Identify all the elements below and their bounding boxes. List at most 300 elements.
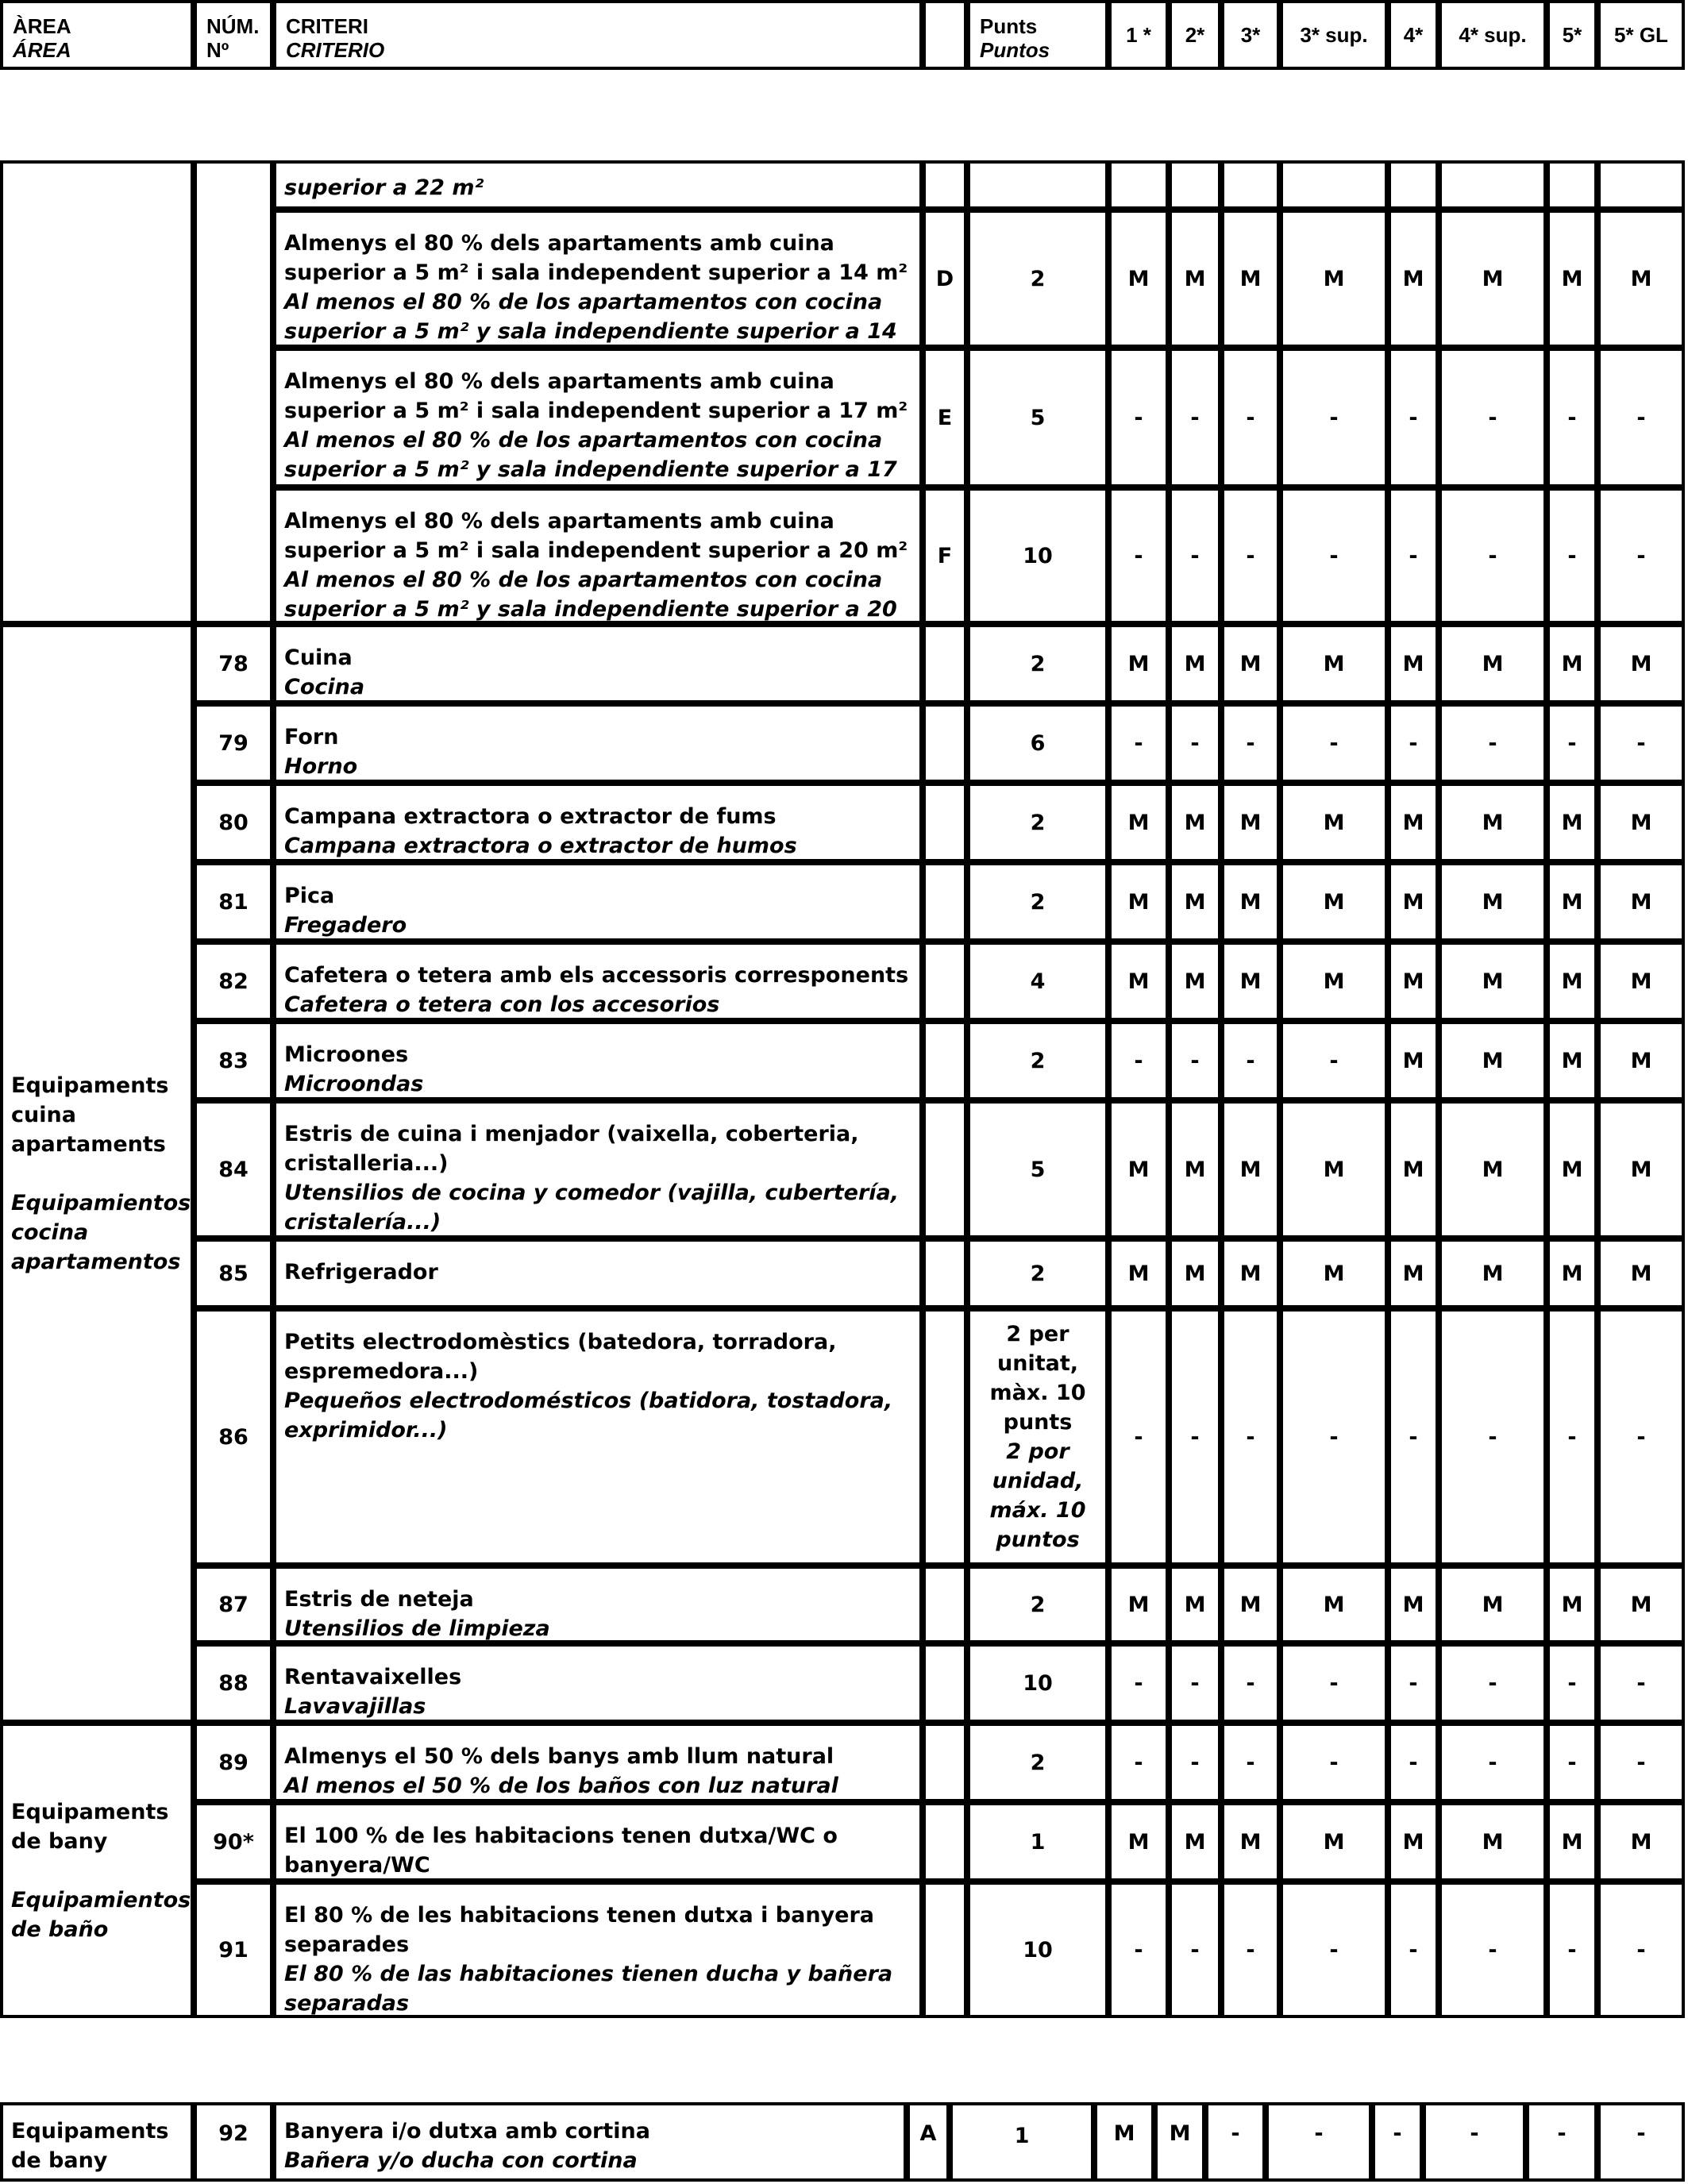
bottom-category-value: [1266, 2102, 1372, 2182]
points-label: 10: [1023, 1937, 1053, 1963]
category-value: [1169, 942, 1221, 1021]
bottom-letter-label: A: [919, 2121, 937, 2146]
category-value: [1221, 1566, 1280, 1643]
category-value-label: M: [1482, 1261, 1504, 1286]
category-value: [1221, 1723, 1280, 1802]
category-value: [1388, 1238, 1439, 1308]
category-value: [1547, 487, 1597, 624]
header-letter: [923, 0, 967, 70]
criteria-cell: [273, 1882, 923, 2018]
points-cell: [967, 703, 1108, 783]
category-value: [1388, 1802, 1439, 1882]
category-value-label: M: [1239, 266, 1262, 291]
category-value: [1280, 1723, 1388, 1802]
points-label: 1: [1030, 1829, 1046, 1855]
row-number: [194, 1566, 273, 1643]
category-value-label: M: [1127, 1829, 1150, 1855]
category-value: [1221, 703, 1280, 783]
points-cell: [967, 348, 1108, 487]
area-cell: [0, 1723, 194, 2018]
category-value-label: -: [1636, 1937, 1646, 1963]
category-value-label: M: [1127, 651, 1150, 676]
category-value-label: M: [1402, 266, 1424, 291]
category-value: [1108, 1802, 1169, 1882]
header-category-label: 2*: [1185, 23, 1205, 47]
category-value: [1388, 1021, 1439, 1100]
bottom-category-value: [1423, 2102, 1526, 2182]
row-number-label: 79: [218, 730, 249, 756]
category-value-label: M: [1561, 651, 1583, 676]
criteria-text-ca: Almenys el 80 % dels apartaments amb cuina superior a 5 m² i sala independent superior a 20 m²: [284, 509, 908, 563]
category-value-label: M: [1323, 810, 1345, 835]
category-value-label: -: [1246, 543, 1255, 568]
category-value: [1169, 783, 1221, 862]
category-value-label: -: [1134, 405, 1143, 430]
category-value: [1280, 1566, 1388, 1643]
category-value-label: -: [1190, 543, 1200, 568]
criteria-letter-label: D: [935, 266, 954, 291]
criteria-text-es: Fregadero: [284, 913, 407, 938]
category-value: [1547, 1100, 1597, 1238]
points-cell: [967, 783, 1108, 862]
category-value: [1597, 487, 1685, 624]
category-value: [1547, 1566, 1597, 1643]
criteria-cell: [273, 160, 923, 210]
bottom-category-value-label: -: [1231, 2121, 1240, 2146]
category-value-label: M: [1561, 1592, 1583, 1617]
criteria-cell: [273, 1308, 923, 1566]
category-value: [1439, 1566, 1547, 1643]
category-value-label: -: [1488, 543, 1497, 568]
criteria-text-es: Horno: [284, 754, 358, 779]
header-category: [1388, 0, 1439, 70]
category-value: [1597, 348, 1685, 487]
category-value: [1439, 1021, 1547, 1100]
category-value-label: M: [1239, 1829, 1262, 1855]
header-num-es: Nº: [206, 38, 229, 62]
bottom-area-cell: [0, 2102, 194, 2182]
criteria-letter: [923, 348, 967, 487]
points-label: 2: [1030, 1261, 1046, 1286]
category-value-label: M: [1482, 810, 1504, 835]
category-value-label: M: [1561, 969, 1583, 994]
points-cell: [967, 1723, 1108, 1802]
category-value: [1169, 1238, 1221, 1308]
category-value: [1280, 1021, 1388, 1100]
criteria-letter: [923, 1723, 967, 1802]
category-value: [1597, 160, 1685, 210]
category-value: [1439, 1100, 1547, 1238]
bottom-points: [950, 2102, 1094, 2182]
criteria-cell: [273, 1802, 923, 1882]
category-value: [1439, 160, 1547, 210]
category-value: [1388, 1643, 1439, 1723]
category-value: [1547, 1021, 1597, 1100]
category-value-label: M: [1630, 1048, 1652, 1073]
row-number-label: 87: [218, 1592, 249, 1617]
category-value: [1221, 348, 1280, 487]
row-number-label: 86: [218, 1424, 249, 1450]
category-value: [1547, 1238, 1597, 1308]
category-value: [1388, 703, 1439, 783]
bottom-row-number: [194, 2102, 273, 2182]
criteria-letter: [923, 862, 967, 942]
criteria-cell: [273, 942, 923, 1021]
category-value: [1597, 624, 1685, 703]
bottom-criteria-cell: [273, 2102, 907, 2182]
category-value: [1221, 1643, 1280, 1723]
category-value-label: -: [1329, 1670, 1339, 1696]
header-category: [1280, 0, 1388, 70]
criteria-text-ca: Forn: [284, 725, 339, 749]
category-value: [1597, 862, 1685, 942]
header-points: [967, 0, 1108, 70]
category-value-label: M: [1561, 1048, 1583, 1073]
criteria-text-es: Utensilios de limpieza: [284, 1616, 550, 1641]
category-value-label: M: [1482, 1829, 1504, 1855]
category-value: [1439, 783, 1547, 862]
criteria-letter: [923, 160, 967, 210]
criteria-text-es: Cafetera o tetera con los accesorios: [284, 992, 720, 1017]
category-value: [1439, 1723, 1547, 1802]
criteria-text-es: Al menos el 50 % de los baños con luz natural: [284, 1774, 838, 1798]
points-cell: [967, 1021, 1108, 1100]
category-value-label: -: [1134, 1048, 1143, 1073]
bottom-category-value: [1597, 2102, 1685, 2182]
category-value-label: -: [1134, 730, 1143, 756]
points-label: 6: [1030, 730, 1046, 756]
category-value-label: M: [1630, 1592, 1652, 1617]
category-value: [1439, 1882, 1547, 2018]
category-value-label: -: [1329, 1048, 1339, 1073]
row-number-label: 81: [218, 889, 249, 915]
points-cell: [967, 160, 1108, 210]
category-value-label: -: [1636, 730, 1646, 756]
category-value: [1439, 1643, 1547, 1723]
category-value: [1388, 1100, 1439, 1238]
header-category-label: 4*: [1403, 23, 1424, 47]
category-value-label: M: [1630, 266, 1652, 291]
category-value-label: M: [1561, 266, 1583, 291]
category-value: [1597, 1882, 1685, 2018]
points-cell: [967, 1100, 1108, 1238]
category-value-label: M: [1482, 266, 1504, 291]
points-label: 4: [1030, 969, 1046, 994]
category-value: [1280, 1882, 1388, 2018]
category-value-label: M: [1561, 810, 1583, 835]
category-value-label: -: [1329, 543, 1339, 568]
category-value-label: M: [1184, 810, 1206, 835]
criteria-letter: [923, 1566, 967, 1643]
category-value-label: M: [1402, 810, 1424, 835]
category-value: [1108, 1882, 1169, 2018]
category-value-label: M: [1482, 651, 1504, 676]
criteria-letter-label: E: [937, 405, 953, 430]
points-cell: [967, 624, 1108, 703]
category-value-label: -: [1134, 1424, 1143, 1450]
criteria-cell: [273, 210, 923, 348]
category-value: [1388, 160, 1439, 210]
category-value: [1597, 942, 1685, 1021]
area-cell: [0, 624, 194, 1723]
category-value-label: -: [1567, 1937, 1577, 1963]
criteria-text-es: Al menos el 80 % de los apartamentos con cocina superior a 5 m² y sala independiente superior a 14: [284, 290, 897, 344]
category-value: [1280, 703, 1388, 783]
row-number-label: 82: [218, 969, 249, 994]
header-table: [0, 0, 1688, 73]
category-value: [1169, 210, 1221, 348]
criteria-letter: [923, 942, 967, 1021]
bottom-category-value: [1526, 2102, 1597, 2182]
category-value: [1280, 1238, 1388, 1308]
category-value-label: -: [1636, 1750, 1646, 1775]
category-value-label: M: [1482, 1048, 1504, 1073]
category-value-label: M: [1630, 889, 1652, 915]
category-value-label: -: [1488, 405, 1497, 430]
category-value-label: M: [1402, 1829, 1424, 1855]
row-number-label: 85: [218, 1261, 249, 1286]
category-value-label: -: [1190, 1750, 1200, 1775]
points-cell: [967, 862, 1108, 942]
category-value-label: -: [1409, 405, 1418, 430]
criteria-letter: [923, 1100, 967, 1238]
category-value: [1547, 1308, 1597, 1566]
category-value-label: M: [1323, 889, 1345, 915]
category-value: [1169, 1566, 1221, 1643]
category-value-label: M: [1239, 969, 1262, 994]
category-value-label: M: [1482, 1157, 1504, 1182]
category-value-label: M: [1184, 1261, 1206, 1286]
category-value-label: -: [1488, 1750, 1497, 1775]
category-value: [1280, 1643, 1388, 1723]
header-area: [0, 0, 194, 70]
category-value: [1388, 210, 1439, 348]
header-category: [1597, 0, 1685, 70]
row-number-label: 88: [218, 1670, 249, 1696]
category-value: [1108, 862, 1169, 942]
bottom-category-value: [1205, 2102, 1266, 2182]
category-value-label: M: [1323, 266, 1345, 291]
points-label: 2: [1030, 889, 1046, 915]
category-value: [1597, 703, 1685, 783]
bottom-category-value: [1372, 2102, 1423, 2182]
row-number: [194, 1723, 273, 1802]
category-value-label: M: [1561, 1261, 1583, 1286]
criteria-text-ca: Campana extractora o extractor de fums: [284, 804, 777, 829]
points-label: 10: [1023, 1670, 1053, 1696]
row-number-label: 78: [218, 651, 249, 676]
category-value: [1108, 1238, 1169, 1308]
category-value: [1547, 210, 1597, 348]
category-value: [1388, 1308, 1439, 1566]
category-value: [1439, 862, 1547, 942]
category-value-label: M: [1482, 1592, 1504, 1617]
bottom-category-value-label: -: [1393, 2121, 1402, 2146]
category-value: [1547, 942, 1597, 1021]
header-area-es: ÁREA: [13, 38, 71, 62]
category-value: [1439, 624, 1547, 703]
category-value-label: M: [1630, 651, 1652, 676]
criteria-text-ca: Rentavaixelles: [284, 1665, 462, 1689]
category-value: [1280, 348, 1388, 487]
criteria-cell: [273, 1100, 923, 1238]
category-value-label: M: [1239, 651, 1262, 676]
category-value-label: M: [1630, 1157, 1652, 1182]
criteria-cell: [273, 862, 923, 942]
category-value-label: M: [1323, 1829, 1345, 1855]
points-label: 2: [1030, 266, 1046, 291]
category-value-label: -: [1409, 1750, 1418, 1775]
category-value: [1597, 1723, 1685, 1802]
category-value-label: M: [1184, 969, 1206, 994]
row-number: [194, 1021, 273, 1100]
category-value: [1221, 1021, 1280, 1100]
points-label: 2: [1030, 810, 1046, 835]
criteria-text-es: Campana extractora o extractor de humos: [284, 834, 797, 858]
criteria-text-ca: Petits electrodomèstics (batedora, torradora, espremedora...): [284, 1330, 837, 1384]
points-cell: [967, 1238, 1108, 1308]
category-value-label: M: [1184, 1592, 1206, 1617]
criteria-text-ca: Almenys el 80 % dels apartaments amb cuina superior a 5 m² i sala independent superior a 17 m²: [284, 369, 908, 423]
category-value: [1547, 783, 1597, 862]
category-value-label: M: [1402, 1592, 1424, 1617]
category-value-label: -: [1134, 543, 1143, 568]
category-value-label: -: [1636, 1670, 1646, 1696]
category-value: [1547, 1723, 1597, 1802]
category-value: [1169, 1100, 1221, 1238]
points-cell: [967, 1882, 1108, 2018]
category-value-label: M: [1402, 889, 1424, 915]
area-name-es: Equipamientos cocina apartamentos: [11, 1190, 191, 1274]
bottom-category-value-label: -: [1557, 2121, 1567, 2146]
category-value: [1597, 1100, 1685, 1238]
header-category-label: 5* GL: [1614, 23, 1668, 47]
category-value: [1388, 1566, 1439, 1643]
category-value: [1108, 1100, 1169, 1238]
row-number: [194, 1100, 273, 1238]
criteria-text-es: Al menos el 80 % de los apartamentos con cocina superior a 5 m² y sala independiente superior a 17: [284, 428, 897, 482]
criteria-cell: [273, 1643, 923, 1723]
row-number-label: 91: [218, 1937, 249, 1963]
points-cell: [967, 1308, 1108, 1566]
category-value: [1597, 1021, 1685, 1100]
category-value-label: M: [1127, 1157, 1150, 1182]
bottom-row-number-label: 92: [218, 2121, 249, 2146]
category-value-label: M: [1323, 1157, 1345, 1182]
category-value-label: -: [1567, 405, 1577, 430]
category-value-label: -: [1329, 1750, 1339, 1775]
category-value-label: M: [1561, 1829, 1583, 1855]
criteria-text-ca: Refrigerador: [284, 1260, 438, 1285]
category-value: [1221, 862, 1280, 942]
category-value: [1169, 1723, 1221, 1802]
category-value-label: -: [1409, 543, 1418, 568]
category-value: [1169, 348, 1221, 487]
criteria-letter: [923, 1021, 967, 1100]
criteria-text-ca: Almenys el 80 % dels apartaments amb cuina superior a 5 m² i sala independent superior a 14 m²: [284, 231, 908, 285]
category-value-label: M: [1127, 969, 1150, 994]
category-value-label: M: [1323, 969, 1345, 994]
category-value: [1547, 624, 1597, 703]
criteria-text-es: Al menos el 80 % de los apartamentos con cocina superior a 5 m² y sala independiente superior a 20: [284, 568, 897, 622]
criteria-cell: [273, 1566, 923, 1643]
category-value-label: M: [1239, 1157, 1262, 1182]
category-value: [1280, 783, 1388, 862]
category-value: [1108, 1723, 1169, 1802]
bottom-category-value: [1094, 2102, 1154, 2182]
category-value-label: M: [1127, 810, 1150, 835]
category-value: [1108, 942, 1169, 1021]
category-value: [1547, 1802, 1597, 1882]
category-value: [1108, 210, 1169, 348]
category-value-label: M: [1630, 969, 1652, 994]
points-label: 2: [1030, 1048, 1046, 1073]
category-value-label: M: [1482, 969, 1504, 994]
category-value-label: -: [1409, 1424, 1418, 1450]
category-value-label: -: [1329, 1424, 1339, 1450]
row-number: [194, 1643, 273, 1723]
category-value: [1221, 942, 1280, 1021]
header-num: [194, 0, 273, 70]
category-value: [1221, 1238, 1280, 1308]
category-value-label: -: [1329, 730, 1339, 756]
criteria-letter-label: F: [937, 543, 953, 568]
category-value-label: -: [1329, 405, 1339, 430]
category-value: [1547, 862, 1597, 942]
criteria-table: [0, 160, 1688, 2020]
category-value-label: M: [1127, 1592, 1150, 1617]
criteria-letter: [923, 1643, 967, 1723]
area-cell: [0, 160, 194, 624]
category-value-label: M: [1239, 1592, 1262, 1617]
category-value: [1221, 210, 1280, 348]
category-value-label: M: [1561, 889, 1583, 915]
criteria-cell: [273, 624, 923, 703]
points-label: 2: [1030, 1750, 1046, 1775]
category-value-label: -: [1329, 1937, 1339, 1963]
category-value: [1169, 487, 1221, 624]
row-number: [194, 942, 273, 1021]
category-value: [1280, 624, 1388, 703]
category-value: [1439, 487, 1547, 624]
points-cell: [967, 1802, 1108, 1882]
criteria-text-es: Lavavajillas: [284, 1694, 426, 1719]
category-value: [1108, 348, 1169, 487]
bottom-letter: [907, 2102, 950, 2182]
category-value-label: M: [1402, 969, 1424, 994]
category-value-label: -: [1567, 1424, 1577, 1450]
category-value: [1221, 783, 1280, 862]
bottom-category-value-label: M: [1169, 2121, 1191, 2146]
row-number: [194, 1308, 273, 1566]
criteria-text-ca: El 80 % de les habitacions tenen dutxa i banyera separades: [284, 1903, 874, 1957]
criteria-letter: [923, 1882, 967, 2018]
category-value-label: -: [1190, 405, 1200, 430]
criteria-text-ca: Cafetera o tetera amb els accessoris corresponents: [284, 963, 909, 988]
criteria-text-ca: Almenys el 50 % dels banys amb llum natural: [284, 1744, 834, 1769]
category-value: [1169, 862, 1221, 942]
header-criteria: [273, 0, 923, 70]
header-category: [1547, 0, 1597, 70]
bottom-criteria-es: Bañera y/o ducha con cortina: [284, 2148, 638, 2173]
category-value: [1169, 624, 1221, 703]
category-value: [1547, 348, 1597, 487]
category-value-label: M: [1323, 1261, 1345, 1286]
category-value: [1597, 1643, 1685, 1723]
category-value: [1439, 1238, 1547, 1308]
category-value: [1221, 1802, 1280, 1882]
category-value-label: -: [1636, 543, 1646, 568]
